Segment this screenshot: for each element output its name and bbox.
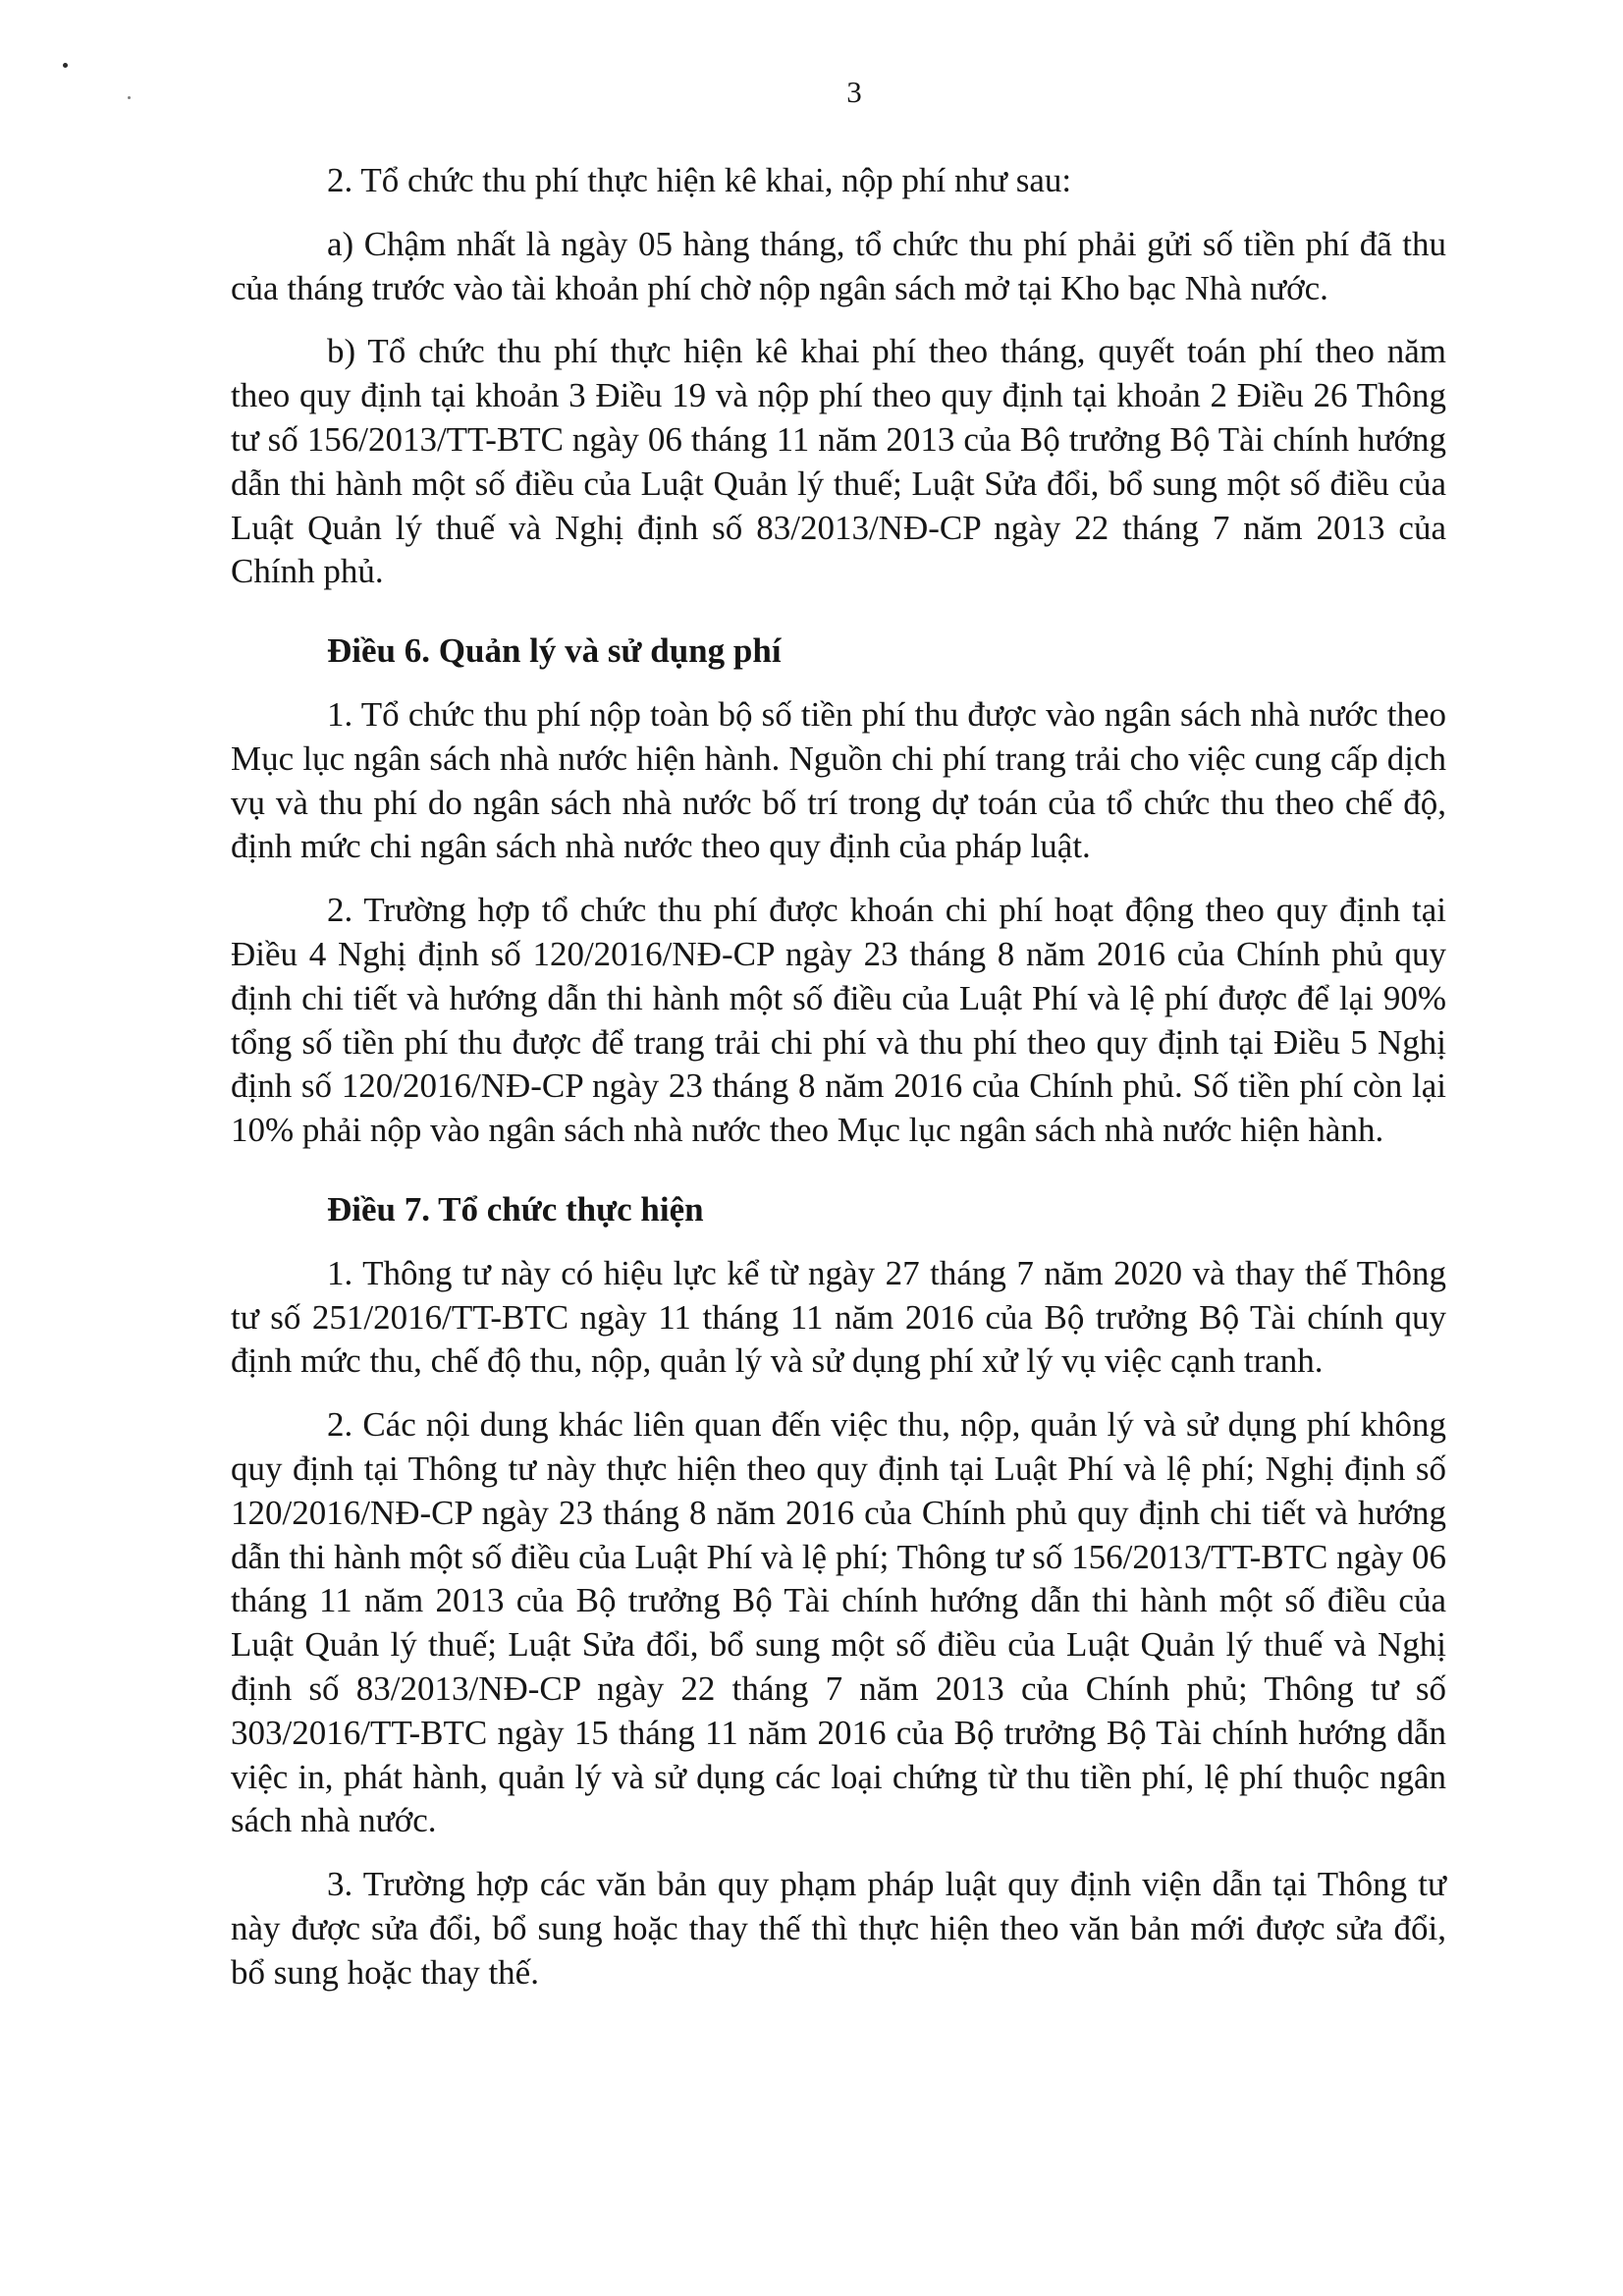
heading-article7: Điều 7. Tổ chức thực hiện (327, 1189, 704, 1229)
paragraph-article6-clause1: 1. Tổ chức thu phí nộp toàn bộ số tiền phí thu được vào ngân sách nhà nước theo Mục lục ngân sách nhà nước hiện hành. Nguồn chi phí trang trải cho việc cung cấp dịch vụ và thu phí do ngân sách nhà nước bố trí trong dự toán của tổ chức thu theo chế độ, định mức chi ngân sách nhà nước theo quy định của pháp luật. (231, 694, 1446, 866)
paragraph-article6-clause2: 2. Trường hợp tổ chức thu phí được khoán chi phí hoạt động theo quy định tại Điều 4 Nghị định số 120/2016/NĐ-CP ngày 23 tháng 8 năm 2016 của Chính phủ quy định chi tiết và hướng dẫn thi hành một số điều của Luật Phí và lệ phí được để lại 90% tổng số tiền phí thu được để trang trải chi phí và thu phí theo quy định tại Điều 5 Nghị định số 120/2016/NĐ-CP ngày 23 tháng 8 năm 2016 của Chính phủ. Số tiền phí còn lại 10% phải nộp vào ngân sách nhà nước theo Mục lục ngân sách nhà nước hiện hành. (231, 891, 1446, 1150)
paragraph-article5-clause2: 2. Tổ chức thu phí thực hiện kê khai, nộp phí như sau: (327, 161, 1072, 199)
scan-speck (63, 63, 68, 68)
paragraph-article5-clause2b: b) Tổ chức thu phí thực hiện kê khai phí theo tháng, quyết toán phí theo năm theo quy định tại khoản 3 Điều 19 và nộp phí theo quy định tại khoản 2 Điều 26 Thông tư số 156/2013/TT-BTC ngày 06 tháng 11 năm 2013 của Bộ trưởng Bộ Tài chính hướng dẫn thi hành một số điều của Luật Quản lý thuế; Luật Sửa đổi, bổ sung một số điều của Luật Quản lý thuế và Nghị định số 83/2013/NĐ-CP ngày 22 tháng 7 năm 2013 của Chính phủ. (231, 332, 1446, 591)
paragraph-article7-clause3: 3. Trường hợp các văn bản quy phạm pháp luật quy định viện dẫn tại Thông tư này được sửa đổi, bổ sung hoặc thay thế thì thực hiện theo văn bản mới được sửa đổi, bổ sung hoặc thay thế. (231, 1865, 1446, 1992)
document-body (231, 159, 1446, 1995)
paragraph-article7-clause2: 2. Các nội dung khác liên quan đến việc thu, nộp, quản lý và sử dụng phí không quy định tại Thông tư này thực hiện theo quy định tại Luật Phí và lệ phí; Nghị định số 120/2016/NĐ-CP ngày 23 tháng 8 năm 2016 của Chính phủ quy định chi tiết và hướng dẫn thi hành một số điều của Luật Phí và lệ phí; Thông tư số 156/2013/TT-BTC ngày 06 tháng 11 năm 2013 của Bộ trưởng Bộ Tài chính hướng dẫn thi hành một số điều của Luật Quản lý thuế; Luật Sửa đổi, bổ sung một số điều của Luật Quản lý thuế và Nghị định số 83/2013/NĐ-CP ngày 22 tháng 7 năm 2013 của Chính phủ; Thông tư số 303/2016/TT-BTC ngày 15 tháng 11 năm 2016 của Bộ trưởng Bộ Tài chính hướng dẫn việc in, phát hành, quản lý và sử dụng các loại chứng từ thu tiền phí, lệ phí thuộc ngân sách nhà nước. (231, 1405, 1446, 1840)
page-number: 3 (846, 75, 862, 109)
paragraph-article7-clause1: 1. Thông tư này có hiệu lực kể từ ngày 27 tháng 7 năm 2020 và thay thế Thông tư số 251/2016/TT-BTC ngày 11 tháng 11 năm 2016 của Bộ trưởng Bộ Tài chính quy định mức thu, chế độ thu, nộp, quản lý và sử dụng phí xử lý vụ việc cạnh tranh. (231, 1253, 1446, 1381)
heading-article6: Điều 6. Quản lý và sử dụng phí (327, 631, 782, 671)
paragraph-article5-clause2a: a) Chậm nhất là ngày 05 hàng tháng, tổ chức thu phí phải gửi số tiền phí đã thu của tháng trước vào tài khoản phí chờ nộp ngân sách mở tại Kho bạc Nhà nước. (231, 224, 1446, 307)
